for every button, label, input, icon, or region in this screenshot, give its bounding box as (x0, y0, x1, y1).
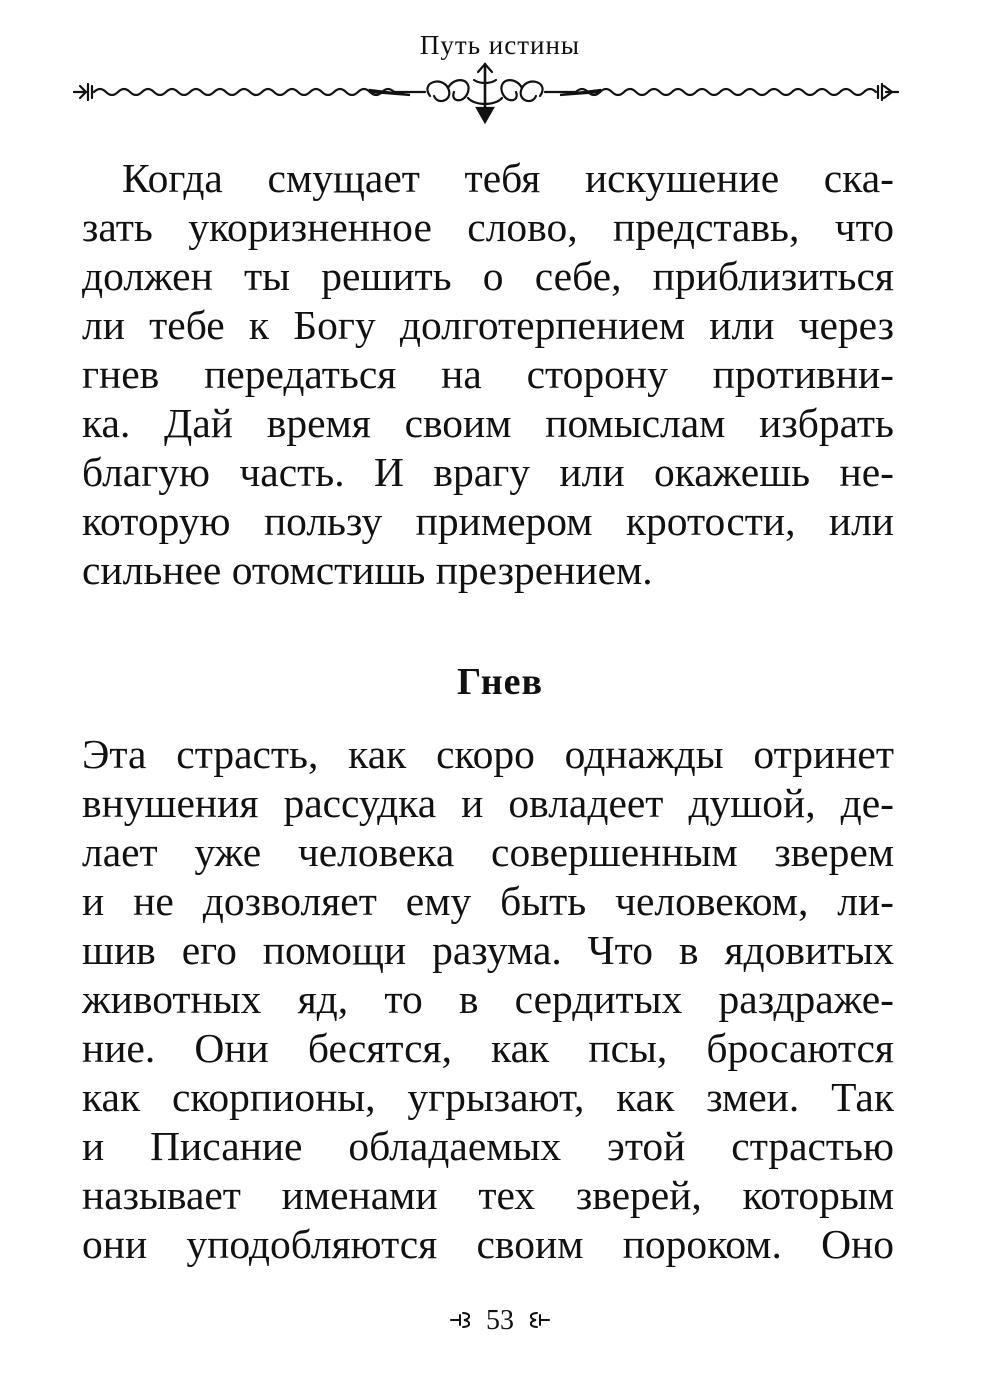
paragraph-line: называет именами тех зверей, которым (82, 1172, 894, 1218)
paragraph-line: Когда смущает тебя искушение ска- (122, 155, 894, 201)
paragraph-line: ка. Дай время своим помыслам избрать (82, 400, 894, 446)
page-number: 53 (486, 1305, 514, 1336)
paragraph-line: благую часть. И врагу или окажешь не- (82, 449, 894, 495)
paragraph-line: гнев передаться на сторону противни- (82, 351, 894, 397)
paragraph-line: они уподобляются своим пороком. Оно (82, 1221, 894, 1267)
paragraph-line: как скорпионы, угрызают, как змеи. Так (82, 1074, 894, 1120)
paragraph-line: и Писание обладаемых этой страстью (82, 1123, 894, 1169)
paragraph-anger (82, 730, 894, 1269)
paragraph-patience (82, 154, 894, 595)
paragraph-line: ли тебе к Богу долготерпением или через (82, 302, 894, 348)
paragraph-line: Эта страсть, как скоро однажды отринет (82, 731, 894, 777)
paragraph-line: зать укоризненное слово, представь, что (82, 204, 894, 250)
decorative-rule-ornament-icon (70, 62, 900, 128)
paragraph-line: внушения рассудка и овладеет душой, де- (82, 780, 894, 826)
paragraph-line: ние. Они бесятся, как псы, бросаются (82, 1025, 894, 1071)
paragraph-line: должен ты решить о себе, приблизиться (82, 253, 894, 299)
section-heading: Гнев (456, 661, 543, 703)
page-number-footer (0, 1305, 1000, 1338)
paragraph-line: лает уже человека совершенным зверем (82, 829, 894, 875)
paragraph-line: животных яд, то в сердитых раздраже- (82, 976, 894, 1022)
running-title: Путь истины (419, 30, 581, 60)
left-flourish-icon (449, 1308, 475, 1338)
right-flourish-icon (525, 1308, 551, 1338)
paragraph-line: сильнее отомстишь презрением. (82, 547, 653, 593)
paragraph-line: шив его помощи разума. Что в ядовитых (82, 927, 894, 973)
paragraph-line: которую пользу примером кротости, или (82, 498, 894, 544)
paragraph-line: и не дозволяет ему быть человеком, ли- (82, 878, 894, 924)
